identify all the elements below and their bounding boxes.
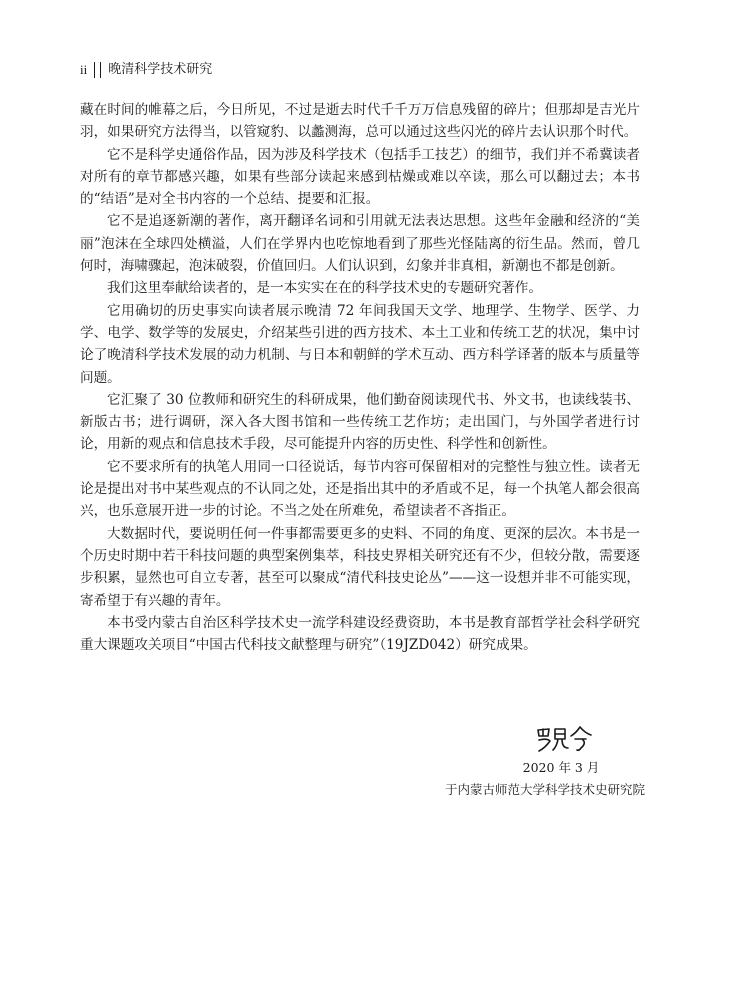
paragraph: 它用确切的历史事实向读者展示晚清 72 年间我国天文学、地理学、生物学、医学、力学、电学、数学等的发展史，介绍某些引进的西方技术、本土工业和传统工艺的状况，集中讨论了晚清科学技术发展的动力机制、与日本和朝鲜的学术互动、西方科学译著的版本与质量等问题。 (80, 302, 640, 386)
paragraph: 本书受内蒙古自治区科学技术史一流学科建设经费资助，本书是教育部哲学社会科学研究重大课题攻关项目“中国古代科技文献整理与研究”（19JZD042）研究成果。 (80, 614, 640, 654)
signoff-date: 2020 年 3 月 (522, 760, 600, 775)
paragraph: 它汇聚了 30 位教师和研究生的科研成果，他们勤奋阅读现代书、外文书，也读线装书、新版古书；进行调研，深入各大图书馆和一些传统工艺作坊；走出国门，与外国学者进行讨论，用新的观点和信息技术手段，尽可能提升内容的历史性、科学性和创新性。 (80, 391, 640, 453)
preface-body (80, 99, 640, 656)
header-divider (94, 62, 101, 78)
paragraph: 它不要求所有的执笔人用同一口径说话，每节内容可保留相对的完整性与独立性。读者无论是提出对书中某些观点的不认同之处，还是指出其中的矛盾或不足，每一个执笔人都会很高兴，也乐意展开进一步的讨论。不当之处在所难免，希望读者不吝指正。 (80, 458, 640, 520)
paragraph: 它不是追逐新潮的著作，离开翻译名词和引用就无法表达思想。这些年金融和经济的“美丽”泡沫在全球四处横溢，人们在学界内也吃惊地看到了那些光怪陆离的衍生品。然而，曾几何时，海啸骤起，泡沫破裂，价值回归。人们认识到，幻象并非真相，新潮也不都是创新。 (80, 213, 640, 275)
page-number: ii (80, 62, 88, 77)
paragraph: 它不是科学史通俗作品，因为涉及科学技术（包括手工技艺）的细节，我们并不希冀读者对所有的章节都感兴趣，如果有些部分读起来感到枯燥或难以卒读，那么可以翻过去；本书的“结语”是对全书内容的一个总结、提要和汇报。 (80, 146, 640, 208)
signoff-block (425, 724, 645, 797)
handwritten-signature (535, 724, 597, 754)
paragraph: 藏在时间的帷幕之后，今日所见，不过是逝去时代千千万万信息残留的碎片；但那却是吉光片羽，如果研究方法得当，以管窥豹、以蠡测海，总可以通过这些闪光的碎片去认识那个时代。 (80, 102, 640, 141)
signoff-affiliation: 于内蒙古师范大学科学技术史研究院 (444, 782, 645, 797)
paragraph: 我们这里奉献给读者的，是一本实实在在的科学技术史的专题研究著作。 (107, 280, 542, 297)
running-header (80, 62, 212, 78)
paragraph: 大数据时代，要说明任何一件事都需要更多的史料、不同的角度、更深的层次。本书是一个历史时期中若干科技问题的典型案例集萃，科技史界相关研究还有不少，但较分散，需要逐步积累，显然也可自立专著，甚至可以聚成“清代科技史论丛”——这一设想并非不可能实现，寄希望于有兴趣的青年。 (80, 525, 640, 609)
running-title: 晚清科学技术研究 (108, 62, 213, 77)
